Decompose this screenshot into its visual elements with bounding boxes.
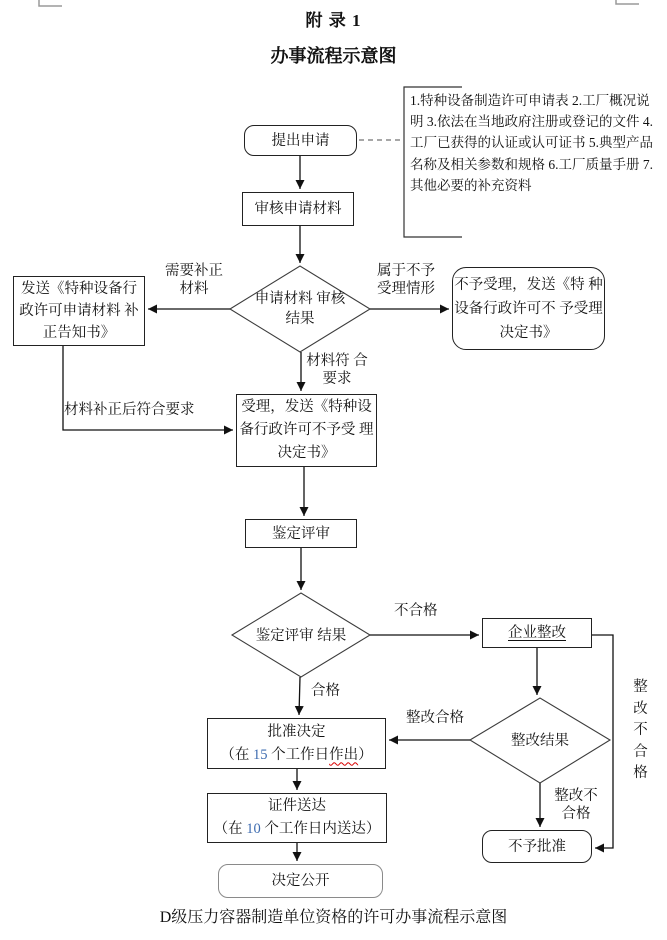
label-fail: 不合格	[394, 603, 438, 619]
label-pass: 合格	[311, 683, 340, 699]
page-title: 附 录 1	[305, 11, 362, 30]
node-approve-deadline: （在 15 个工作日作出）	[220, 746, 373, 763]
node-accept-label: 受理，发送《特种设 备行政许可不予受 理决定书》	[239, 399, 374, 461]
node-appraisal	[245, 519, 357, 548]
approve-wavy-text: 作出	[329, 746, 359, 763]
node-deliver-deadline: （在 10 个工作日内送达）	[213, 821, 381, 837]
node-deliver-certificate	[207, 793, 387, 843]
node-approve-decision	[207, 718, 386, 769]
node-not-accept	[452, 267, 605, 350]
label-materials-ok: 材料符 合要求	[306, 353, 368, 387]
label-rectify-fail-vertical: 整改不合格	[633, 679, 648, 781]
deliver-days-number: 10	[246, 821, 261, 837]
node-appraisal-label: 鉴定评审	[272, 525, 330, 542]
figure-caption: D级压力容器制造单位资格的许可办事流程示意图	[159, 909, 508, 926]
node-publish-label: 决定公开	[271, 873, 330, 889]
decision-appraisal-result-label: 鉴定评审 结果	[255, 628, 347, 644]
corner-mark-top-right	[616, 0, 639, 4]
approve-days-number: 15	[253, 746, 268, 763]
node-rectify	[482, 618, 592, 648]
node-publish-decision	[218, 864, 383, 898]
arrow-decision-approve	[299, 677, 300, 715]
node-approve-title: 批准决定	[267, 723, 326, 740]
label-corrected-ok: 材料补正后符合要求	[64, 402, 195, 418]
node-no-approve	[482, 830, 592, 863]
attachment-list: 1.特种设备制造许可申请表 2.工厂概况说明 3.依法在当地政府注册或登记的文件 4.工厂已获得的认证或认可证书 5.典型产品名称及相关参数和规格 6.工厂质量手册 7.其他必要的补充资料	[410, 93, 653, 193]
page-subtitle: 办事流程示意图	[270, 46, 397, 66]
node-not-accept-label: 不予受理，发送《特 种设备行政许可不 予受理决定书》	[454, 276, 603, 341]
node-accept	[236, 394, 377, 467]
label-need-correction: 需要补正 材料	[165, 263, 223, 297]
node-review-materials	[242, 192, 354, 226]
node-correction-label: 发送《特种设备行 政许可申请材料 补正告知书》	[19, 281, 139, 341]
node-review-label: 审核申请材料	[254, 201, 342, 217]
node-correction-notice	[13, 276, 145, 346]
node-submit-label: 提出申请	[271, 132, 330, 149]
node-rectify-label: 企业整改	[508, 625, 566, 641]
decision-review-result-label: 申请材料 审核结果	[254, 291, 346, 327]
decision-rectify-result-label: 整改结果	[511, 733, 569, 749]
label-rectify-fail: 整改不 合格	[554, 788, 598, 822]
node-submit-application	[244, 125, 357, 156]
node-deliver-title: 证件送达	[268, 798, 326, 814]
label-not-accept-case: 属于不予 受理情形	[377, 263, 435, 297]
label-rectify-pass: 整改合格	[406, 710, 464, 726]
node-no-approve-label: 不予批准	[508, 838, 566, 855]
